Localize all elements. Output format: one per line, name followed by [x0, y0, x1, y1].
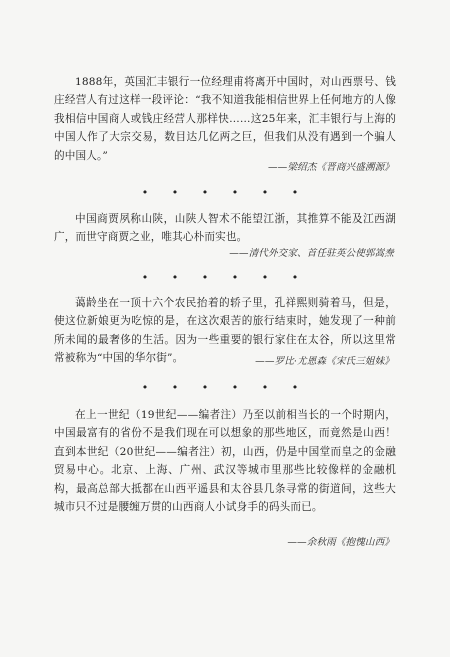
quote-guo-attribution: ——清代外交家、首任驻英公使郭嵩焘 — [229, 248, 394, 259]
quote-soong-paragraph: 蔼龄坐在一顶十六个农民抬着的轿子里，孔祥熙则骑着马，但是，使这位新娘更为吃惊的是，在这次艰苦的旅行结束时，她发现了一种前所未闻的最奢侈的生活。因为一些重要的银行家住在太谷，所以这里常常被称为“中国的华尔街”。 — [54, 297, 396, 365]
separator-dots-3: • • • • • • — [141, 381, 309, 394]
separator-dots-1: • • • • • • — [141, 186, 309, 199]
quote-hsbc-paragraph: 1888年，英国汇丰银行一位经理甫将离开中国时，对山西票号、钱庄经营人有过这样一段评论：“我不知道我能相信世界上任何地方的人像我相信中国商人或钱庄经营人那样快……这25年来，汇丰银行与上海的中国人作了大宗交易，数目达几亿两之巨，但我们从没有遇到一个骗人的中国人。” — [54, 76, 396, 162]
quote-guo-paragraph: 中国商贾夙称山陕，山陕人智术不能望江浙，其推算不能及江西湖广，而世守商贾之业，唯其心朴而实也。 — [54, 213, 396, 244]
quote-yu-paragraph: 在上一世纪（19世纪——编者注）乃至以前相当长的一个时期内，中国最富有的省份不是我们现在可以想象的那些地区，而竟然是山西！直到本世纪（20世纪——编者注）初，山西，仍是中国堂而皇之的金融贸易中心。北京、上海、广州、武汉等城市里那些比较像样的金融机构，最高总部大抵都在山西平遥县和太谷县几条寻常的街道间，这些大城市只不过是腰缠万贯的山西商人小试身手的码头而已。 — [54, 409, 396, 514]
quote-hsbc-attribution: ——梁绍杰《晋商兴盛溯源》 — [267, 162, 394, 173]
quote-yu-attribution: ——余秋雨《抱愧山西》 — [287, 537, 394, 548]
separator-dots-2: • • • • • • — [141, 271, 309, 284]
quote-soong-attribution: ——罗比·尤恩森《宋氏三姐妹》 — [255, 356, 394, 367]
